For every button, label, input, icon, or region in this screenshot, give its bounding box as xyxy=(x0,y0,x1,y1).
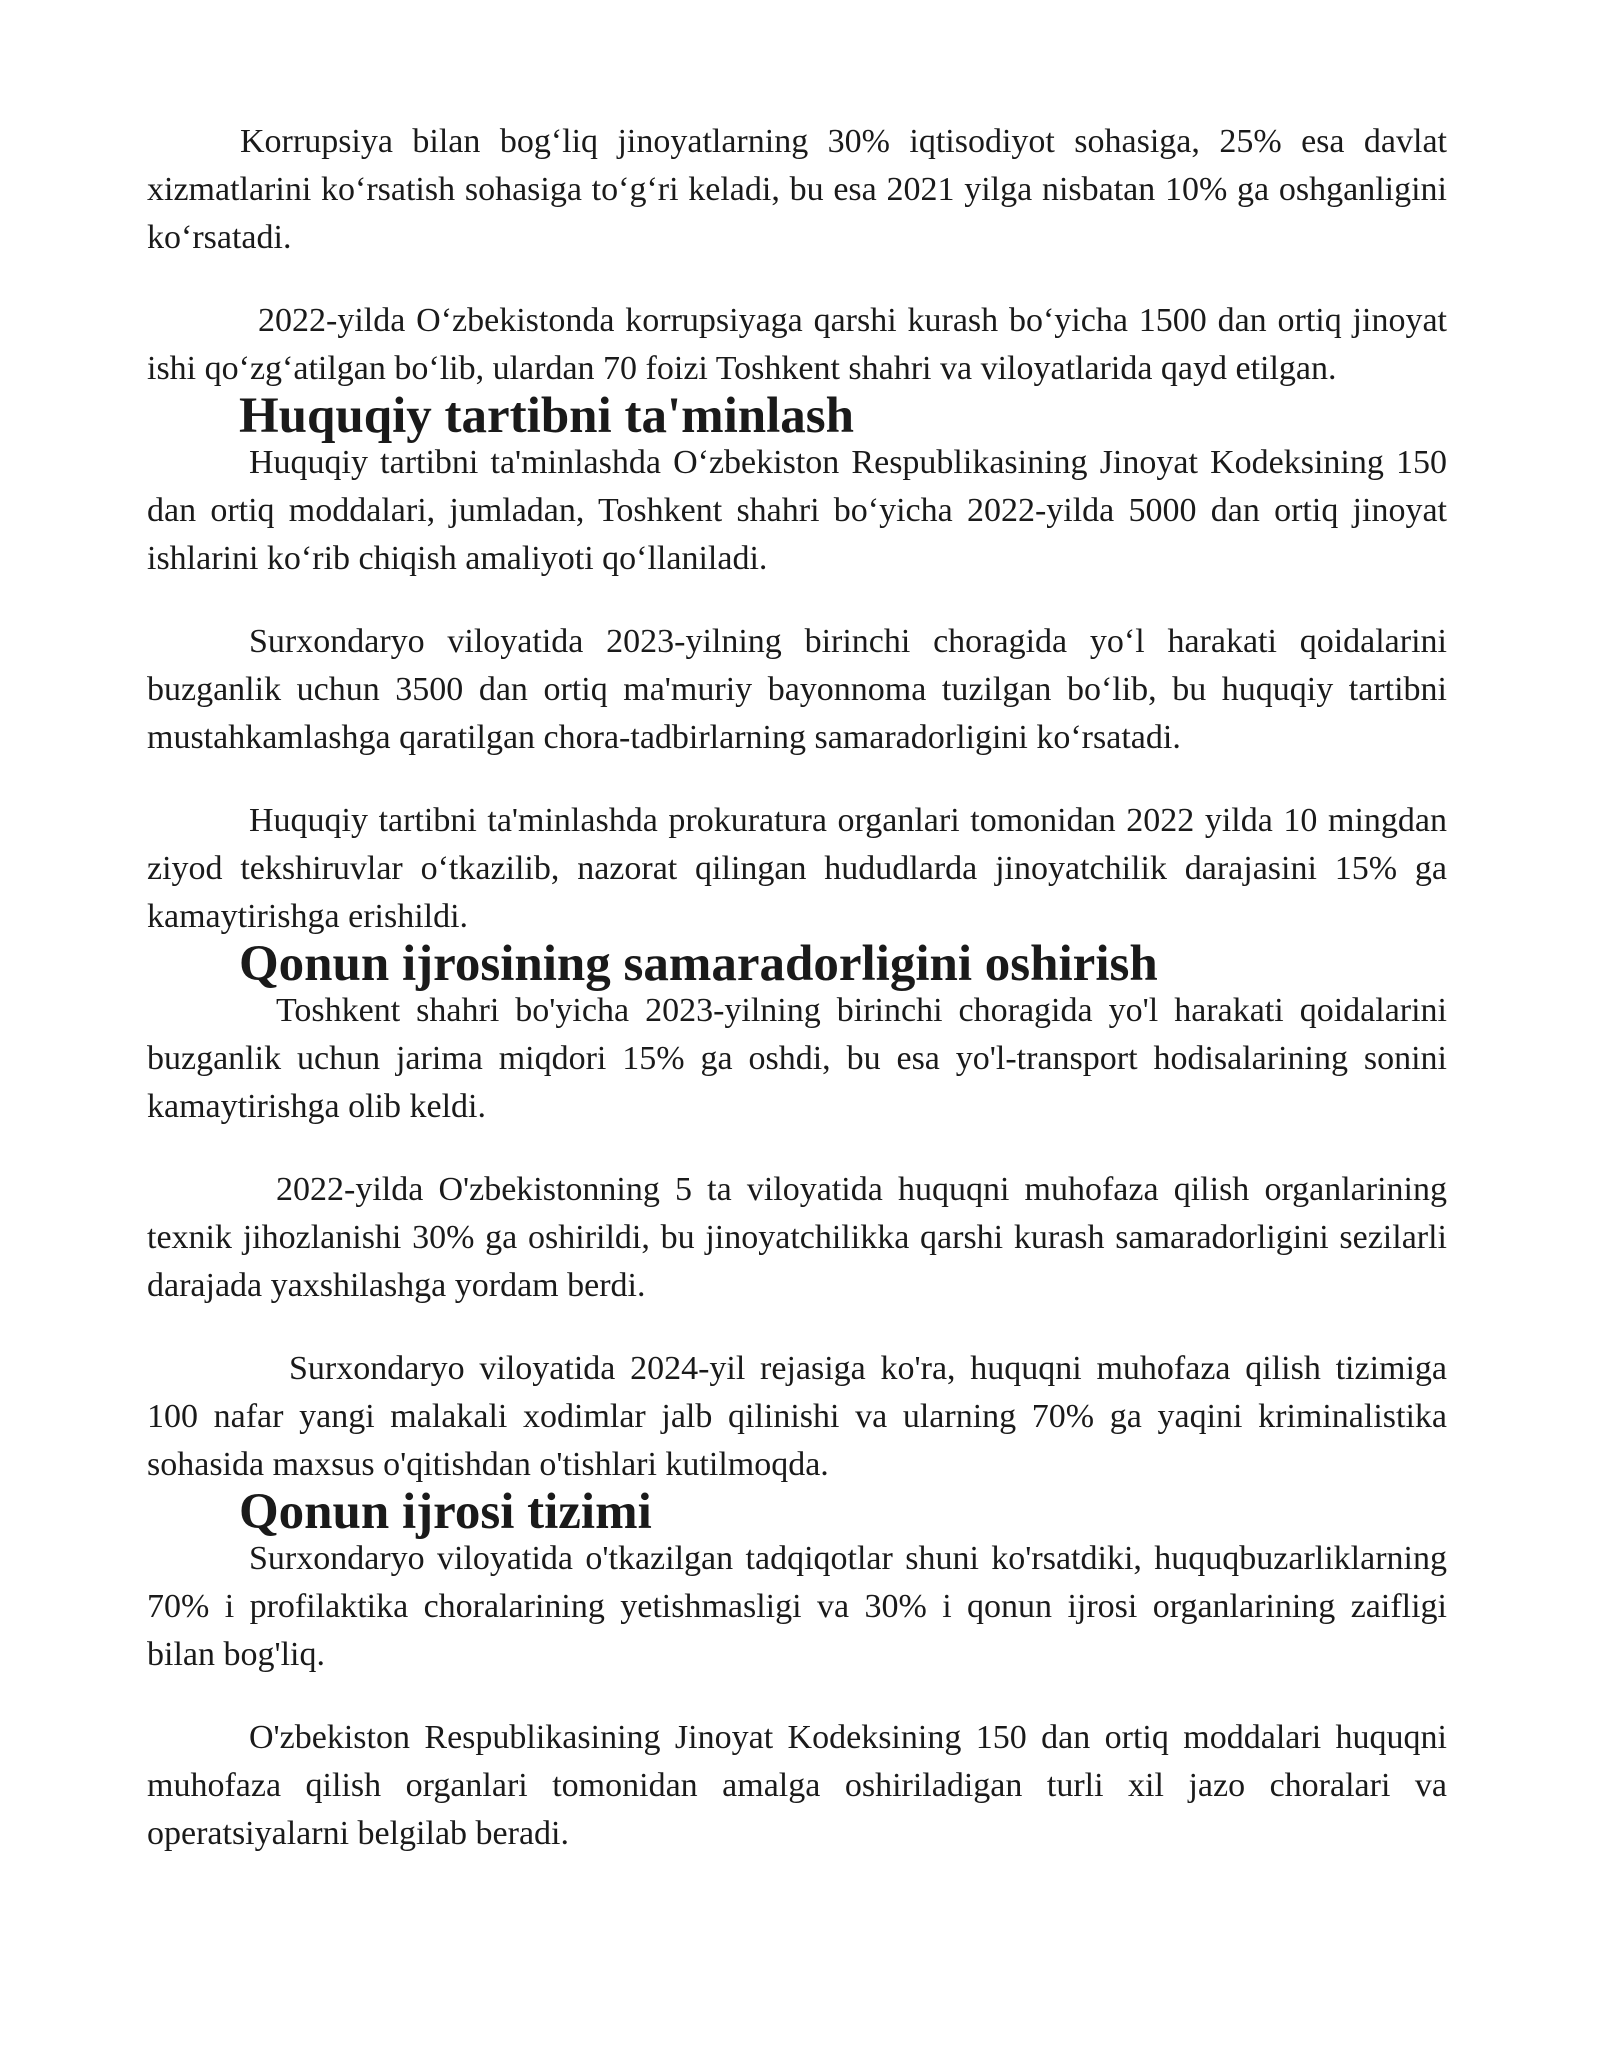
document-page xyxy=(147,118,1447,1858)
paragraph-prosecutor-inspections: Huquqiy tartibni ta'minlashda prokuratura organlari tomonidan 2022 yilda 10 mingdan ziyod tekshiruvlar o‘tkazilib, nazorat qilingan hududlarda jinoyatchilik darajasini 15% ga kamaytirishga erishildi. xyxy=(147,802,1447,935)
paragraph-criminal-code-articles: O'zbekiston Respublikasining Jinoyat Kodeksining 150 dan ortiq moddalari huquqni muhofaza qilish organlari tomonidan amalga oshiriladigan turli xil jazo choralari va operatsiyalarni belgilab beradi. xyxy=(147,1719,1447,1852)
paragraph-staff-plan: Surxondaryo viloyatida 2024-yil rejasiga ko'ra, huquqni muhofaza qilish tizimiga 100 nafar yangi malakali xodimlar jalb qilinishi va ularning 70% ga yaqini kriminalistika sohasida maxsus o'qitishdan o'tishlari kutilmoqda. xyxy=(147,1350,1447,1483)
paragraph-technical-equipment: 2022-yilda O'zbekistonning 5 ta viloyatida huquqni muhofaza qilish organlarining texnik jihozlanishi 30% ga oshirildi, bu jinoyatchilikka qarshi kurash samaradorligini sezilarli darajada yaxshilashga yordam berdi. xyxy=(147,1171,1447,1304)
section-heading-enforcement-system: Qonun ijrosi tizimi xyxy=(239,1484,652,1540)
paragraph-traffic-fines: Toshkent shahri bo'yicha 2023-yilning birinchi choragida yo'l harakati qoidalarini buzganlik uchun jarima miqdori 15% ga oshdi, bu esa yo'l-transport hodisalarining sonini kamaytirishga olib keldi. xyxy=(147,992,1447,1125)
paragraph-corruption-cases: 2022-yilda O‘zbekistonda korrupsiyaga qarshi kurash bo‘yicha 1500 dan ortiq jinoyat ishi qo‘zg‘atilgan bo‘lib, ulardan 70 foizi Toshkent shahri va viloyatlarida qayd etilgan. xyxy=(147,302,1447,387)
section-heading-enforcement-efficiency: Qonun ijrosining samaradorligini oshirish xyxy=(239,936,1158,992)
paragraph-criminal-code-practice: Huquqiy tartibni ta'minlashda O‘zbekiston Respublikasining Jinoyat Kodeksining 150 dan ortiq moddalari, jumladan, Toshkent shahri bo‘yicha 2022-yilda 5000 dan ortiq jinoyat ishlarini ko‘rib chiqish amaliyoti qo‘llaniladi. xyxy=(147,444,1447,577)
paragraph-research-findings: Surxondaryo viloyatida o'tkazilgan tadqiqotlar shuni ko'rsatdiki, huquqbuzarliklarning 70% i profilaktika choralarining yetishmasligi va 30% i qonun ijrosi organlarining zaifligi bilan bog'liq. xyxy=(147,1540,1447,1673)
paragraph-corruption-sectors: Korrupsiya bilan bog‘liq jinoyatlarning 30% iqtisodiyot sohasiga, 25% esa davlat xizmatlarini ko‘rsatish sohasiga to‘g‘ri keladi, bu esa 2021 yilga nisbatan 10% ga oshganligini ko‘rsatadi. xyxy=(147,123,1447,256)
paragraph-traffic-protocols: Surxondaryo viloyatida 2023-yilning birinchi choragida yo‘l harakati qoidalarini buzganlik uchun 3500 dan ortiq ma'muriy bayonnoma tuzilgan bo‘lib, bu huquqiy tartibni mustahkamlashga qaratilgan chora-tadbirlarning samaradorligini ko‘rsatadi. xyxy=(147,623,1447,756)
section-heading-legal-order: Huquqiy tartibni ta'minlash xyxy=(239,388,855,444)
